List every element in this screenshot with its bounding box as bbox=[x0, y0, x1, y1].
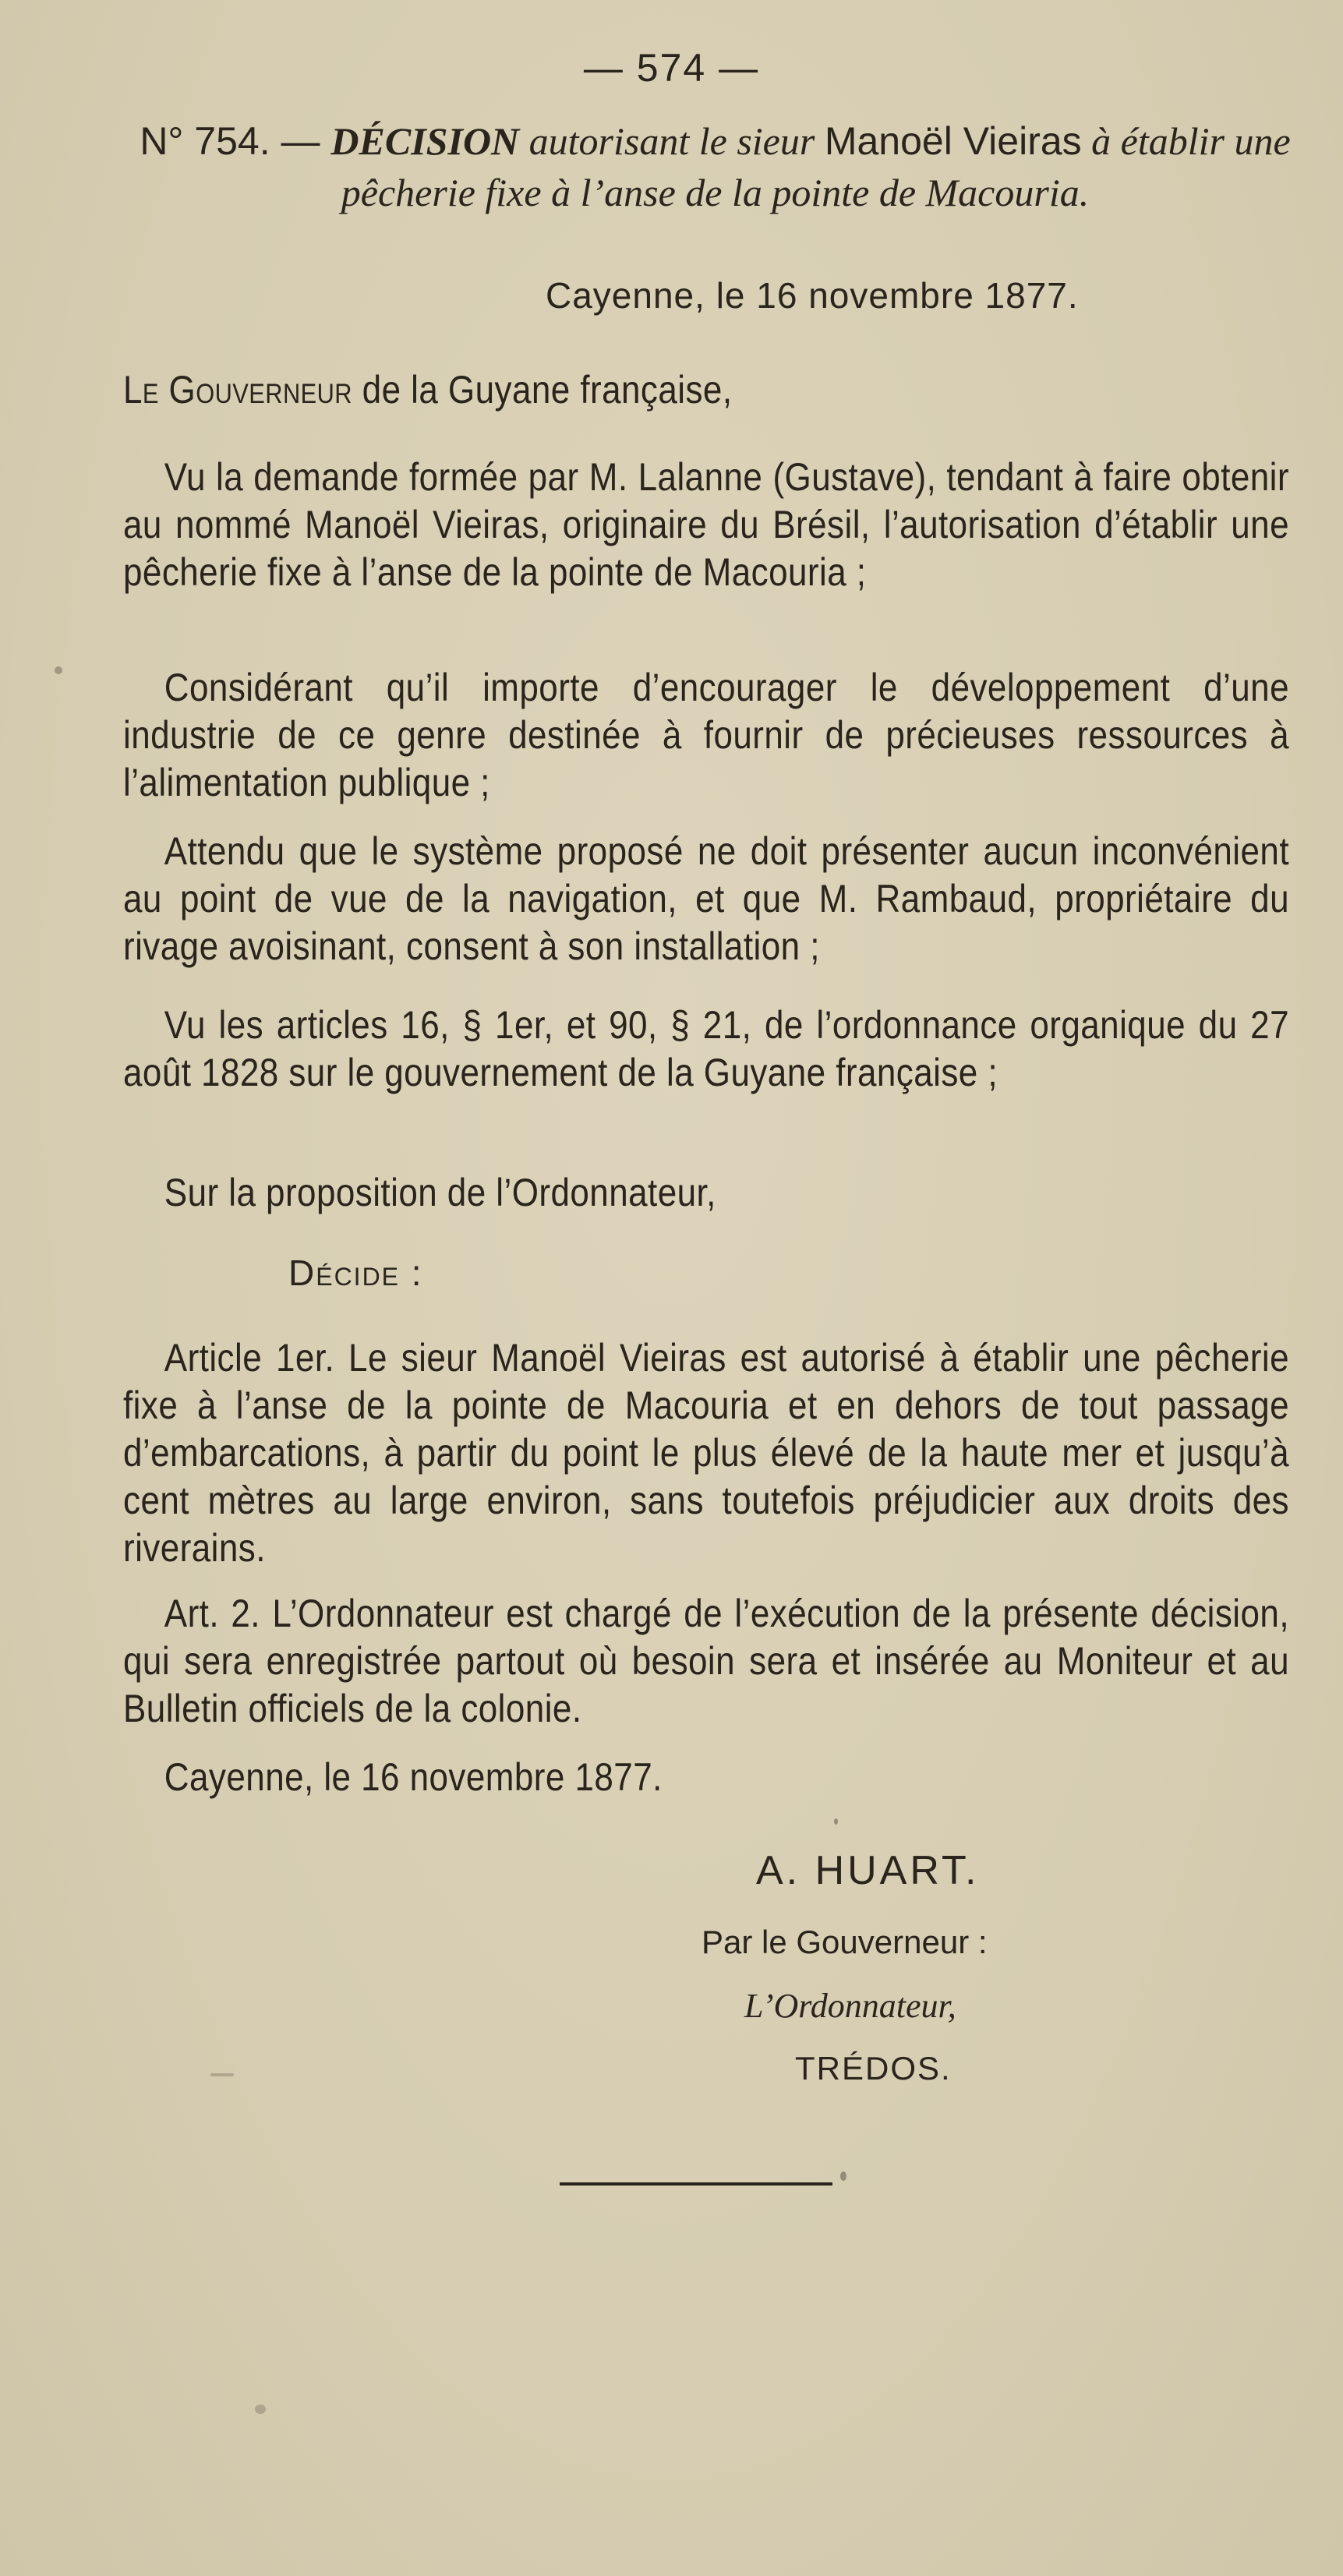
paper-speck bbox=[255, 2405, 266, 2414]
paper-speck bbox=[834, 1818, 838, 1825]
dateline: Cayenne, le 16 novembre 1877. bbox=[546, 275, 1079, 316]
closing-rule bbox=[560, 2182, 832, 2186]
decision-heading bbox=[136, 115, 1294, 218]
heading-person: Manoël Vieiras bbox=[824, 119, 1082, 163]
signatory-name: A. HUART. bbox=[756, 1848, 980, 1893]
decision-keyword: DÉCISION bbox=[330, 119, 520, 163]
paragraph-considerant: Considérant qu’il importe d’encourager le développement d’une industrie de ce genre destinée à fournir de précieuses ressources à l’alimentation publique ; bbox=[123, 666, 1289, 804]
article-2: Art. 2. L’Ordonnateur est chargé de l’exécution de la présente décision, qui sera enregistrée partout où besoin sera et insérée au Moniteur et au Bulletin officiels de la colonie. bbox=[123, 1592, 1289, 1730]
governor-rest: de la Guyane française, bbox=[352, 368, 733, 412]
paper-speck bbox=[210, 2073, 234, 2076]
paragraph-vu-demande: Vu la demande formée par M. Lalanne (Gustave), tendant à faire obtenir au nommé Manoël Vieiras, originaire du Brésil, l’autorisation d’établir une pêcherie fixe à l’anse de la pointe de Macouria ; bbox=[123, 455, 1289, 594]
decision-number: N° 754. — bbox=[140, 119, 331, 163]
page-number: — 574 — bbox=[583, 46, 760, 90]
paper-speck bbox=[55, 666, 62, 674]
heading-text-2: à établir une pêcherie fixe à l’anse de la pointe de Macouria. bbox=[341, 119, 1291, 214]
signatory-person: TRÉDOS. bbox=[795, 2050, 952, 2087]
signatory-by: Par le Gouverneur : bbox=[702, 1924, 988, 1960]
governor-title: Le Gouverneur bbox=[123, 368, 352, 412]
signatory-role: L’Ordonnateur, bbox=[744, 1987, 956, 2025]
heading-text-1: autorisant le sieur bbox=[519, 119, 825, 163]
paper-speck bbox=[840, 2171, 846, 2181]
article-1: Article 1er. Le sieur Manoël Vieiras est autorisé à établir une pêcherie fixe à l’anse de la pointe de Macouria et en dehors de tout passage d’embarcations, à partir du point le plus élevé de la haute mer et jusqu’à cent mètres au large environ, sans toutefois préjudicier aux droits des riverains. bbox=[123, 1336, 1289, 1570]
paragraph-vu-articles: Vu les articles 16, § 1er, et 90, § 21, de l’ordonnance organique du 27 août 1828 sur le gouvernement de la Guyane française ; bbox=[123, 1003, 1289, 1094]
decide-heading: Décide : bbox=[288, 1253, 423, 1293]
paragraph-attendu: Attendu que le système proposé ne doit présenter aucun inconvénient au point de vue de la navigation, et que M. Rambaud, propriétaire du rivage avoisinant, consent à son installation ; bbox=[123, 829, 1289, 968]
governor-line bbox=[123, 366, 1292, 414]
closing-date: Cayenne, le 16 novembre 1877. bbox=[164, 1755, 663, 1799]
paragraph-sur-proposition: Sur la proposition de l’Ordonnateur, bbox=[164, 1171, 716, 1214]
